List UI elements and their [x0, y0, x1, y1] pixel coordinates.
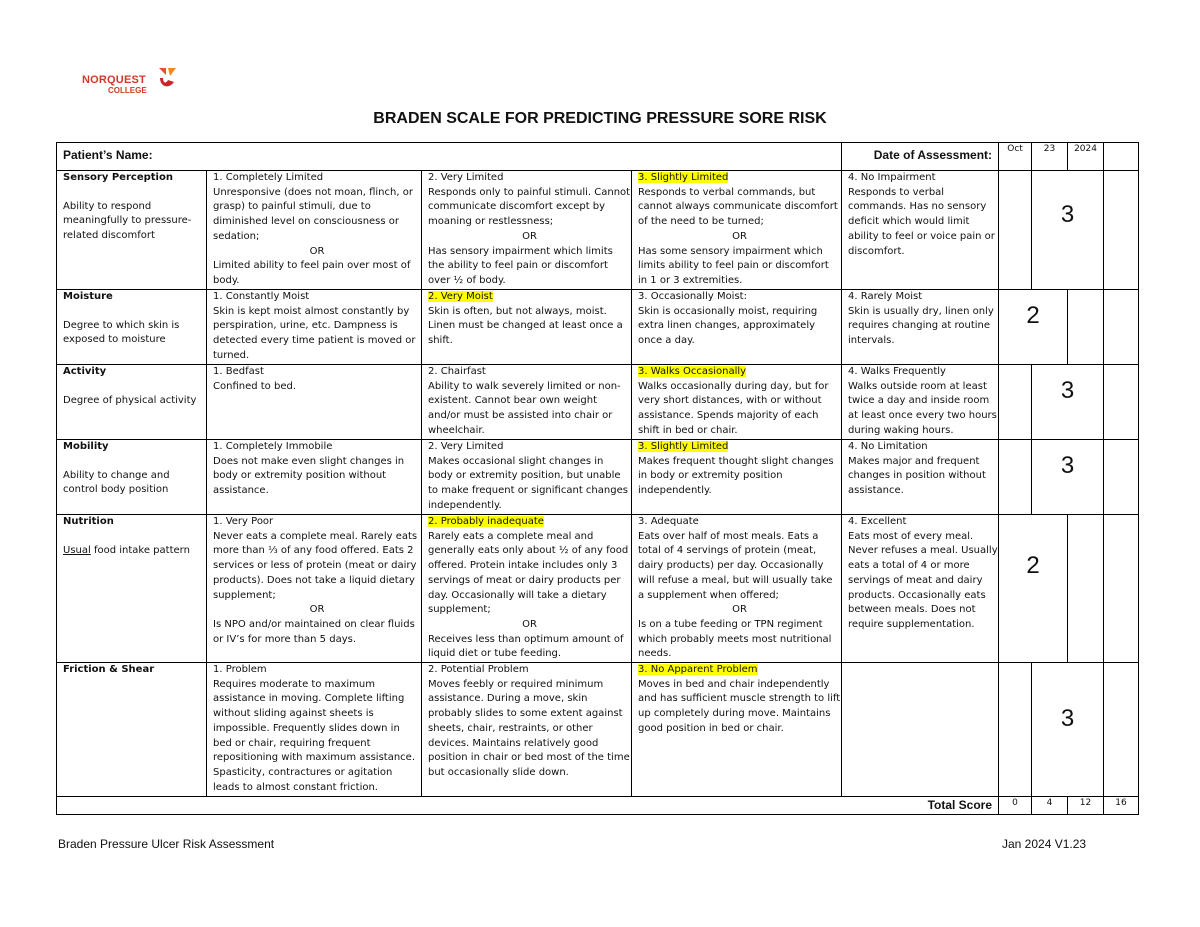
or-label: OR: [309, 604, 325, 616]
option-cell: [632, 365, 842, 440]
category-cell: [57, 440, 207, 515]
logo-line2: COLLEGE: [108, 86, 147, 95]
row-mobility: [57, 440, 1139, 515]
patient-name-label: Patient’s Name:: [63, 148, 153, 162]
option-text: Ability to walk severely limited or non-existent. Cannot bear own weight and/or must be assisted into chair or wheelchair.: [428, 380, 621, 436]
category-cell: [57, 290, 207, 365]
option-cell: [207, 440, 422, 515]
option-cell: [632, 290, 842, 365]
score-cell-blank: [1104, 171, 1139, 290]
category-desc: Degree of physical activity: [63, 394, 197, 406]
score-cell-blank: [1068, 290, 1104, 365]
total-value: 12: [1068, 797, 1104, 815]
option-title: 3. Adequate: [638, 516, 699, 527]
logo-line1: NORQUEST: [82, 74, 146, 86]
option-cell: [842, 515, 999, 663]
score-cell-blank: [1104, 440, 1139, 515]
option-cell: [422, 365, 632, 440]
option-cell: [842, 440, 999, 515]
option-cell: [422, 515, 632, 663]
category-name: Activity: [63, 366, 107, 377]
score-cell-blank: [1104, 515, 1139, 663]
option-text: Skin is kept moist almost constantly by perspiration, urine, etc. Dampness is detected every time patient is moved or turned.: [213, 305, 416, 361]
or-label: OR: [309, 245, 325, 257]
option-cell: [207, 171, 422, 290]
category-cell: [57, 663, 207, 797]
category-desc: Ability to respond meaningfully to pressure-related discomfort: [63, 200, 192, 242]
option-text: Responds to verbal commands. Has no sensory deficit which would limit ability to feel or voice pain or discomfort.: [848, 186, 995, 257]
option-cell: [422, 171, 632, 290]
option-text: Responds to verbal commands, but cannot always communicate discomfort of the need to be turned;: [638, 186, 838, 228]
total-value: 0: [999, 797, 1032, 815]
footer-right: Jan 2024 V1.23: [1002, 837, 1087, 851]
option-cell: [422, 663, 632, 797]
score-cell-blank: [1104, 290, 1139, 365]
option-cell: [842, 365, 999, 440]
or-label: OR: [732, 604, 747, 616]
option-title: 4. Rarely Moist: [848, 291, 923, 302]
patient-name-cell: [57, 143, 842, 171]
option-cell: [207, 290, 422, 365]
option-title-selected: 3. Slightly Limited: [638, 441, 729, 452]
option-text: Unresponsive (does not moan, flinch, or grasp) to painful stimuli, due to diminished level on consciousness or sedation;: [213, 186, 413, 242]
option-title-selected: 3. No Apparent Problem: [638, 664, 758, 676]
option-cell: [422, 290, 632, 365]
score-cell-blank: [999, 171, 1032, 290]
option-cell: [632, 663, 842, 797]
header-row: [57, 143, 1139, 171]
norquest-logo: [82, 66, 182, 100]
option-cell-empty: [842, 663, 999, 797]
option-cell: [207, 515, 422, 663]
option-cell: [842, 290, 999, 365]
score-cell-blank: [999, 365, 1032, 440]
score-value: 2: [999, 515, 1068, 663]
option-text: Responds only to painful stimuli. Cannot communicate discomfort except by moaning or restlessness;: [428, 186, 631, 228]
option-title: 4. No Limitation: [848, 441, 928, 452]
score-cell-blank: [1068, 515, 1104, 663]
category-cell: [57, 171, 207, 290]
option-cell: [842, 171, 999, 290]
score-value: 2: [999, 290, 1068, 365]
row-activity: [57, 365, 1139, 440]
option-text-2: Limited ability to feel pain over most of body.: [213, 260, 411, 286]
option-text: Walks occasionally during day, but for very short distances, with or without assistance. Spends majority of each shift in bed or chair.: [638, 380, 829, 436]
option-title-selected: 3. Walks Occasionally: [638, 366, 747, 377]
document-title: BRADEN SCALE FOR PREDICTING PRESSURE SORE RISK: [373, 110, 827, 127]
score-cell-blank: [1104, 365, 1139, 440]
option-title: 1. Completely Limited: [213, 172, 324, 183]
logo-mark-icon: [156, 66, 178, 92]
option-title: 4. Walks Frequently: [848, 366, 946, 377]
option-title: 1. Bedfast: [213, 366, 264, 377]
score-value: 3: [1032, 440, 1104, 515]
option-text-2: Receives less than optimum amount of liquid diet or tube feeding.: [428, 633, 624, 660]
option-text: Rarely eats a complete meal and generally eats only about ½ of any food offered. Protein intake includes only 3 servings of meat or dairy products per day. Occasionally will take a dietary supplement;: [428, 530, 629, 616]
option-title: 4. No Impairment: [848, 172, 936, 183]
date-day: 23: [1032, 143, 1068, 171]
category-name: Moisture: [63, 291, 113, 302]
option-cell: [207, 365, 422, 440]
score-value: 3: [1032, 663, 1104, 797]
category-name: Friction & Shear: [63, 664, 155, 676]
score-cell-blank: [1104, 663, 1139, 797]
option-text-2: Has some sensory impairment which limits ability to feel pain or discomfort in 1 or 3 extremities.: [638, 245, 829, 286]
option-text: Walks outside room at least twice a day and inside room at least once every two hours during waking hours.: [848, 380, 997, 436]
option-text: Makes occasional slight changes in body or extremity position, but unable to make frequent or significant changes independently.: [428, 455, 628, 511]
option-text: Makes major and frequent changes in position without assistance.: [848, 455, 986, 497]
row-sensory-perception: [57, 171, 1139, 290]
option-text: Eats over half of most meals. Eats a total of 4 servings of protein (meat, dairy products) per day. Occasionally will refuse a meal, but will usually take a supplement when offered;: [638, 530, 833, 601]
option-cell: [422, 440, 632, 515]
option-title: 2. Very Limited: [428, 441, 504, 452]
option-text: Eats most of every meal. Never refuses a meal. Usually eats a total of 4 or more servings of meat and dairy products. Occasionally eats between meals. Does not require supplementation.: [848, 530, 998, 630]
total-value: 4: [1032, 797, 1068, 815]
option-text: Never eats a complete meal. Rarely eats more than ⅓ of any food offered. Eats 2 services or less of protein (meat or dairy products). Does not take a liquid dietary supplement;: [213, 530, 418, 601]
option-text: Skin is usually dry, linen only requires changing at routine intervals.: [848, 305, 994, 347]
category-desc-underlined: Usual: [63, 544, 91, 556]
date-label: Date of Assessment:: [873, 148, 993, 162]
score-cell-blank: [999, 663, 1032, 797]
option-cell: [207, 663, 422, 797]
option-text: Skin is occasionally moist, requiring extra linen changes, approximately once a day.: [638, 305, 818, 347]
category-desc: Ability to change and control body position: [63, 469, 170, 496]
option-title-selected: 3. Slightly Limited: [638, 172, 729, 183]
total-label-cell: [57, 797, 999, 815]
date-year: 2024: [1068, 143, 1104, 171]
option-cell: [632, 515, 842, 663]
option-title: 4. Excellent: [848, 516, 907, 527]
footer-left: Braden Pressure Ulcer Risk Assessment: [58, 837, 275, 851]
option-text: Confined to bed.: [213, 380, 296, 392]
category-name: Sensory Perception: [63, 172, 173, 183]
row-friction-shear: [57, 663, 1139, 797]
option-title: 2. Potential Problem: [428, 664, 529, 676]
option-text: Skin is often, but not always, moist. Linen must be changed at least once a shift.: [428, 305, 623, 347]
row-nutrition: [57, 515, 1139, 663]
or-label: OR: [522, 230, 537, 242]
total-row: [57, 797, 1139, 815]
category-desc: food intake pattern: [90, 544, 190, 556]
option-title: 1. Completely Immobile: [213, 441, 333, 452]
row-moisture: [57, 290, 1139, 365]
option-title: 1. Problem: [213, 664, 267, 676]
category-cell: [57, 365, 207, 440]
score-cell-blank: [999, 440, 1032, 515]
option-text-2: Is NPO and/or maintained on clear fluids or IV’s for more than 5 days.: [213, 618, 415, 645]
category-desc: Degree to which skin is exposed to moisture: [63, 319, 180, 346]
option-text: Moves feebly or required minimum assistance. During a move, skin probably slides to some extent against sheets, chair, restraints, or other devices. Maintains relatively good position in chair or bed most of the time but occasionally slide down.: [428, 678, 630, 778]
option-title: 2. Chairfast: [428, 366, 486, 377]
date-extra-cell: [1104, 143, 1139, 171]
braden-scale-table: [56, 142, 1139, 815]
option-text: Moves in bed and chair independently and has sufficient muscle strength to lift up completely during move. Maintains good position in bed or chair.: [638, 678, 841, 734]
option-title-selected: 2. Probably inadequate: [428, 516, 544, 527]
total-value: 16: [1104, 797, 1139, 815]
score-value: 3: [1032, 171, 1104, 290]
or-label: OR: [522, 618, 537, 630]
option-text-2: Has sensory impairment which limits the ability to feel pain or discomfort over ½ of body.: [428, 245, 613, 286]
option-text: Makes frequent thought slight changes in body or extremity position independently.: [638, 455, 834, 497]
option-text: Requires moderate to maximum assistance in moving. Complete lifting without sliding against sheets is impossible. Frequently slides down in bed or chair, requiring frequent repositioning with maximum assistance. Spasticity, contractures or agitation leads to almost constant friction.: [213, 678, 416, 793]
option-title: 1. Very Poor: [213, 516, 274, 527]
category-name: Nutrition: [63, 516, 114, 527]
option-cell: [632, 440, 842, 515]
or-label: OR: [732, 230, 747, 242]
option-cell: [632, 171, 842, 290]
option-text-2: Is on a tube feeding or TPN regiment which probably meets most nutritional needs.: [638, 618, 832, 660]
date-label-cell: [842, 143, 999, 171]
category-cell: [57, 515, 207, 663]
option-text: Does not make even slight changes in body or extremity position without assistance.: [213, 455, 405, 497]
option-title: 2. Very Limited: [428, 172, 504, 183]
option-title: 1. Constantly Moist: [213, 291, 310, 302]
total-score-label: Total Score: [927, 798, 993, 813]
option-title: 3. Occasionally Moist:: [638, 291, 747, 302]
score-value: 3: [1032, 365, 1104, 440]
category-name: Mobility: [63, 441, 109, 452]
option-title-selected: 2. Very Moist: [428, 291, 493, 302]
date-month: Oct: [999, 143, 1032, 171]
